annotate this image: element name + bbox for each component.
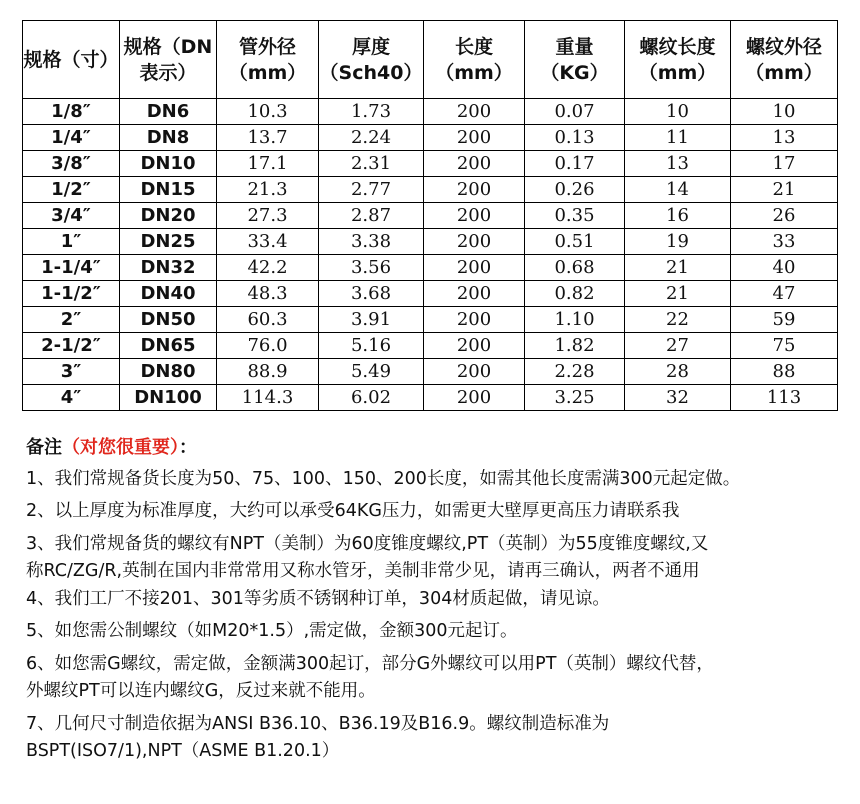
table-cell: 5.49 <box>319 359 424 385</box>
note-item-2: 2、以上厚度为标准厚度，大约可以承受64KG压力，如需更大壁厚更高压力请联系我 <box>26 501 680 521</box>
table-body <box>23 99 838 411</box>
table-cell: 76.0 <box>217 333 319 359</box>
table-cell: 13 <box>731 125 838 151</box>
table-cell: 200 <box>424 385 525 411</box>
header-size-inch: 规格（寸） <box>23 21 120 99</box>
table-cell: 59 <box>731 307 838 333</box>
note-item-6: 6、如您需G螺纹，需定做，金额满300起订，部分G外螺纹可以用PT（英制）螺纹代替， 外螺纹PT可以连内螺纹G，反过来就不能用。 <box>26 653 714 701</box>
table-cell: DN6 <box>120 99 217 125</box>
table-cell: 14 <box>625 177 731 203</box>
table-row <box>23 359 838 385</box>
table-cell: 1.82 <box>525 333 625 359</box>
notes-section <box>26 434 852 766</box>
table-cell: 200 <box>424 177 525 203</box>
table-cell: 3.38 <box>319 229 424 255</box>
table-cell: 1/4″ <box>23 125 120 151</box>
table-cell: 200 <box>424 203 525 229</box>
table-cell: 88.9 <box>217 359 319 385</box>
table-cell: DN15 <box>120 177 217 203</box>
table-cell: 26 <box>731 203 838 229</box>
table-cell: DN100 <box>120 385 217 411</box>
table-cell: 11 <box>625 125 731 151</box>
table-cell: 200 <box>424 333 525 359</box>
table-cell: DN25 <box>120 229 217 255</box>
table-cell: 0.26 <box>525 177 625 203</box>
table-cell: 1-1/4″ <box>23 255 120 281</box>
header-outer-diameter: 管外径 （mm） <box>217 21 319 99</box>
table-cell: 0.51 <box>525 229 625 255</box>
table-cell: 0.82 <box>525 281 625 307</box>
table-cell: 21 <box>625 255 731 281</box>
table-row <box>23 281 838 307</box>
table-cell: 113 <box>731 385 838 411</box>
table-row <box>23 125 838 151</box>
table-cell: 200 <box>424 281 525 307</box>
table-cell: 2.28 <box>525 359 625 385</box>
table-row <box>23 177 838 203</box>
table-cell: DN80 <box>120 359 217 385</box>
table-cell: 3.56 <box>319 255 424 281</box>
header-length: 长度 （mm） <box>424 21 525 99</box>
table-cell: 19 <box>625 229 731 255</box>
table-cell: DN50 <box>120 307 217 333</box>
table-cell: 1/2″ <box>23 177 120 203</box>
table-cell: 2.24 <box>319 125 424 151</box>
table-cell: DN65 <box>120 333 217 359</box>
table-row <box>23 99 838 125</box>
table-cell: 0.35 <box>525 203 625 229</box>
table-cell: 28 <box>625 359 731 385</box>
notes-title-prefix: 备注 <box>26 437 62 458</box>
table-cell: 0.13 <box>525 125 625 151</box>
table-cell: 200 <box>424 307 525 333</box>
table-row <box>23 255 838 281</box>
table-cell: 32 <box>625 385 731 411</box>
table-cell: 13 <box>625 151 731 177</box>
table-cell: 3/8″ <box>23 151 120 177</box>
table-cell: 200 <box>424 359 525 385</box>
table-cell: 0.68 <box>525 255 625 281</box>
note-item-4: 4、我们工厂不接201、301等劣质不锈钢种订单，304材质起做，请见谅。 <box>26 588 610 609</box>
note-item-3: 3、我们常规备货的螺纹有NPT（美制）为60度锥度螺纹,PT（英制）为55度锥度螺纹,又 称RC/ZG/R,英制在国内非常常用又称水管牙，美制非常少见，请再三确认，两者不通用 <box>26 533 709 581</box>
table-cell: 17 <box>731 151 838 177</box>
table-cell: 2.87 <box>319 203 424 229</box>
table-cell: DN8 <box>120 125 217 151</box>
header-thread-outer-diameter: 螺纹外径 （mm） <box>731 21 838 99</box>
table-cell: 0.07 <box>525 99 625 125</box>
table-cell: 22 <box>625 307 731 333</box>
table-cell: 47 <box>731 281 838 307</box>
notes-title-suffix: ： <box>179 437 197 458</box>
spec-table <box>22 20 838 411</box>
table-cell: 3/4″ <box>23 203 120 229</box>
table-cell: 3.91 <box>319 307 424 333</box>
note-item-7: 7、几何尺寸制造依据为ANSI B36.10、B36.19及B16.9。螺纹制造标准为 BSPT(ISO7/1),NPT（ASME B1.20.1） <box>26 713 610 761</box>
table-cell: 200 <box>424 255 525 281</box>
table-cell: 21 <box>731 177 838 203</box>
table-cell: 3″ <box>23 359 120 385</box>
table-header-row <box>23 21 838 99</box>
table-cell: 13.7 <box>217 125 319 151</box>
table-cell: DN40 <box>120 281 217 307</box>
table-cell: 1.10 <box>525 307 625 333</box>
table-cell: 1/8″ <box>23 99 120 125</box>
table-cell: 40 <box>731 255 838 281</box>
table-cell: 10.3 <box>217 99 319 125</box>
header-thickness: 厚度 （Sch40） <box>319 21 424 99</box>
table-cell: 10 <box>625 99 731 125</box>
notes-title <box>26 434 852 462</box>
table-cell: 33.4 <box>217 229 319 255</box>
table-cell: 1-1/2″ <box>23 281 120 307</box>
table-cell: 200 <box>424 229 525 255</box>
table-cell: 2.31 <box>319 151 424 177</box>
table-cell: 33 <box>731 229 838 255</box>
table-cell: 2-1/2″ <box>23 333 120 359</box>
table-cell: 21.3 <box>217 177 319 203</box>
note-item-1: 1、我们常规备货长度为50、75、100、150、200长度，如需其他长度需满300元起定做。 <box>26 468 741 489</box>
header-thread-length: 螺纹长度 （mm） <box>625 21 731 99</box>
table-cell: 16 <box>625 203 731 229</box>
table-cell: 0.17 <box>525 151 625 177</box>
header-size-dn: 规格（DN 表示） <box>120 21 217 99</box>
table-cell: 88 <box>731 359 838 385</box>
table-cell: 60.3 <box>217 307 319 333</box>
table-cell: 1.73 <box>319 99 424 125</box>
table-cell: 75 <box>731 333 838 359</box>
table-cell: 10 <box>731 99 838 125</box>
table-cell: 200 <box>424 151 525 177</box>
table-cell: 17.1 <box>217 151 319 177</box>
table-cell: 2.77 <box>319 177 424 203</box>
table-cell: 4″ <box>23 385 120 411</box>
table-cell: 114.3 <box>217 385 319 411</box>
table-cell: 21 <box>625 281 731 307</box>
table-cell: 200 <box>424 99 525 125</box>
header-weight: 重量 （KG） <box>525 21 625 99</box>
table-cell: 27 <box>625 333 731 359</box>
table-cell: 42.2 <box>217 255 319 281</box>
table-row <box>23 229 838 255</box>
table-cell: DN32 <box>120 255 217 281</box>
table-cell: 5.16 <box>319 333 424 359</box>
table-row <box>23 333 838 359</box>
table-cell: 3.25 <box>525 385 625 411</box>
table-cell: 3.68 <box>319 281 424 307</box>
table-cell: 1″ <box>23 229 120 255</box>
table-row <box>23 203 838 229</box>
table-cell: DN10 <box>120 151 217 177</box>
note-item-5: 5、如您需公制螺纹（如M20*1.5）,需定做，金额300元起订。 <box>26 621 518 641</box>
table-row <box>23 385 838 411</box>
table-cell: 200 <box>424 125 525 151</box>
table-row <box>23 151 838 177</box>
table-cell: DN20 <box>120 203 217 229</box>
table-cell: 48.3 <box>217 281 319 307</box>
notes-title-highlight: （对您很重要） <box>62 437 179 458</box>
table-row <box>23 307 838 333</box>
table-cell: 2″ <box>23 307 120 333</box>
table-cell: 6.02 <box>319 385 424 411</box>
table-cell: 27.3 <box>217 203 319 229</box>
